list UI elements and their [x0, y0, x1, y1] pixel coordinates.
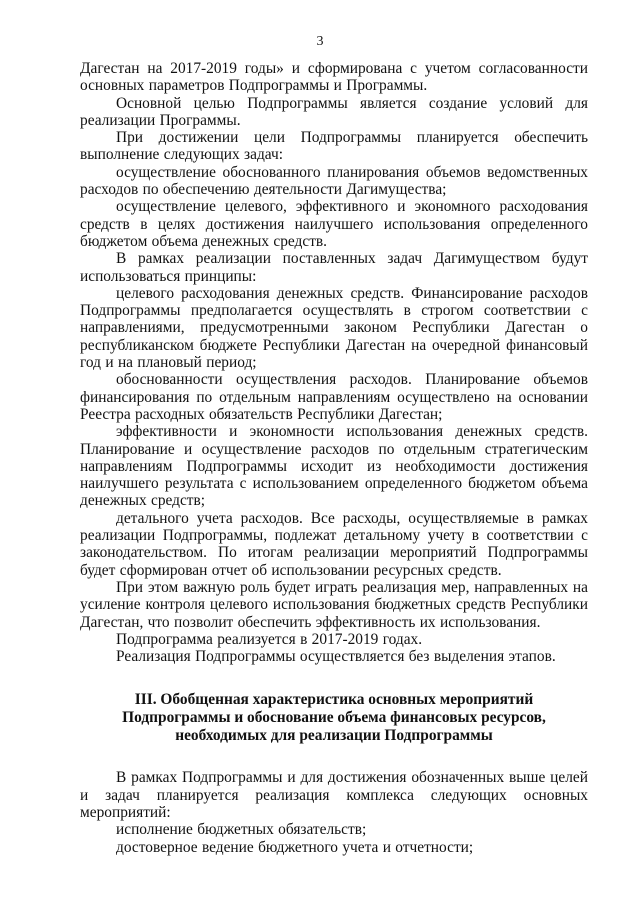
paragraph: исполнение бюджетных обязательств; [116, 821, 367, 839]
paragraph: осуществление обоснованного планирования объемов ведомственных расходов по обеспечению деятельности Дагимущества; [80, 163, 588, 199]
paragraph: При этом важную роль будет играть реализация мер, направленных на усиление контроля целевого использования бюджетных средств Республики Дагестан, что позволит обеспечить эффективность их использования. [80, 578, 588, 631]
paragraph: эффективности и экономности использования денежных средств. Планирование и осуществление расходов по отдельным стратегическим направлениям Подпрограммы исходит из необходимости достижения наилучшего результата с использованием определенного бюджетом объема денежных средств; [80, 423, 588, 510]
section-heading-line: III. Обобщенная характеристика основных мероприятий [134, 691, 534, 709]
paragraph: При достижении цели Подпрограммы планируется обеспечить выполнение следующих задач: [80, 129, 588, 164]
paragraph: В рамках реализации поставленных задач Дагимуществом будут использоваться принципы: [80, 250, 588, 285]
paragraph: Реализация Подпрограммы осуществляется без выделения этапов. [116, 648, 556, 666]
paragraph: достоверное ведение бюджетного учета и отчетности; [116, 838, 474, 856]
paragraph: целевого расходования денежных средств. Финансирование расходов Подпрограммы предполагается осуществлять в строгом соответствии с направлениями, предусмотренными законом Республики Дагестан о республиканском бюджете Республики Дагестан на очередной финансовый год и на плановый период; [80, 284, 588, 372]
page-number: 3 [316, 34, 324, 49]
section-text-after-heading [80, 769, 588, 855]
paragraph: В рамках Подпрограммы и для достижения обозначенных выше целей и задач планируется реализация комплекса следующих основных мероприятий: [80, 769, 588, 821]
document-body [80, 60, 588, 856]
paragraph: Основной целью Подпрограммы является создание условий для реализации Программы. [80, 94, 588, 129]
paragraph: осуществление целевого, эффективного и экономного расходования средств в целях достижения наилучшего использования определенного бюджетом объема денежных средств. [80, 198, 588, 250]
paragraph: детального учета расходов. Все расходы, осуществляемые в рамках реализации Подпрограммы, подлежат детальному учету в соответствии с законодательством. По итогам реализации мероприятий Подпрограммы будет сформирован отчет об использовании ресурсных средств. [80, 509, 588, 579]
paragraph: Дагестан на 2017-2019 годы» и сформирована с учетом согласованности основных параметров Подпрограммы и Программы. [80, 60, 588, 95]
section-heading-line: Подпрограммы и обоснование объема финансовых ресурсов, [122, 709, 546, 727]
paragraph: обоснованности осуществления расходов. Планирование объемов финансирования по отдельным направлениям осуществлено на основании Реестра расходных обязательств Республики Дагестан; [80, 371, 588, 423]
paragraph: Подпрограмма реализуется в 2017-2019 годах. [116, 630, 423, 648]
section-heading-line: необходимых для реализации Подпрограммы [175, 727, 493, 745]
section-heading [80, 691, 588, 745]
section-text-before-heading [80, 60, 588, 665]
